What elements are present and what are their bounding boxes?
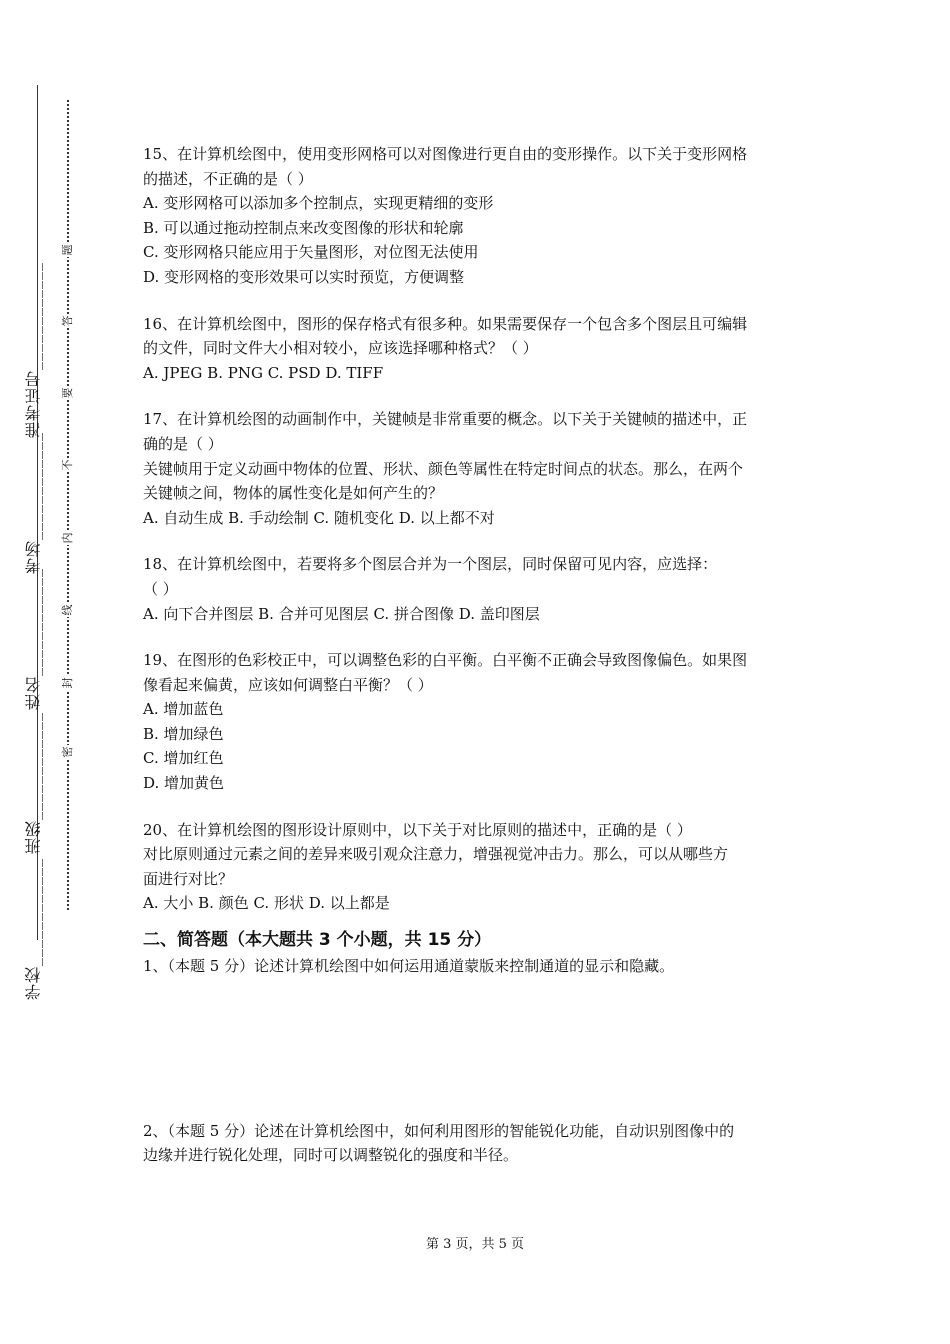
binding-dotted-line <box>67 100 69 910</box>
seal-char: 封 <box>61 677 74 689</box>
question-stem: 17、在计算机绘图的动画制作中，关键帧是非常重要的概念。以下关于关键帧的描述中，正 <box>143 410 748 429</box>
question-stem: 19、在图形的色彩校正中，可以调整色彩的白平衡。白平衡不正确会导致图像偏色。如果图 <box>143 651 748 670</box>
margin-field-name: 姓名____________ <box>24 568 43 710</box>
option-b: B. 可以通过拖动控制点来改变图像的形状和轮廓 <box>143 218 464 237</box>
seal-char: 要 <box>61 387 74 399</box>
seal-char: 内 <box>61 532 74 544</box>
short-answer-1: 1、（本题 5 分）论述计算机绘图中如何运用通道蒙版来控制通道的显示和隐藏。 <box>143 957 675 976</box>
question-stem: 15、在计算机绘图中，使用变形网格可以对图像进行更自由的变形操作。以下关于变形网格 <box>143 145 748 163</box>
options-line: A. 自动生成 B. 手动绘制 C. 随机变化 D. 以上都不对 <box>143 508 495 527</box>
seal-char: 密 <box>61 746 74 758</box>
margin-field-admission-number: 准考证号____________ <box>24 262 43 438</box>
question-stem: 确的是（ ） <box>143 434 223 453</box>
question-18 <box>143 552 813 626</box>
short-answer-2: 2、（本题 5 分）论述在计算机绘图中，如何利用图形的智能锐化功能，自动识别图像中的 <box>143 1121 735 1140</box>
question-stem: 16、在计算机绘图中，图形的保存格式有很多种。如果需要保存一个包含多个图层且可编辑 <box>143 314 748 333</box>
question-15 <box>143 142 813 290</box>
option-d: D. 变形网格的变形效果可以实时预览，方便调整 <box>143 267 465 286</box>
margin-field-school: 学校____________ <box>24 858 43 1000</box>
answer-space[interactable] <box>143 979 813 1119</box>
option-d: D. 增加黄色 <box>143 774 225 793</box>
seal-char: 线 <box>61 604 74 616</box>
options-line: A. 大小 B. 颜色 C. 形状 D. 以上都是 <box>143 894 390 913</box>
option-c: C. 增加红色 <box>143 749 224 768</box>
short-answer-2-cont: 边缘并进行锐化处理，同时可以调整锐化的强度和半径。 <box>143 1146 519 1165</box>
question-20 <box>143 818 813 916</box>
question-stem: 关键帧用于定义动画中物体的位置、形状、颜色等属性在特定时间点的状态。那么，在两个 <box>143 459 744 478</box>
page-footer: 第 3 页，共 5 页 <box>425 1237 525 1252</box>
options-line: A. 向下合并图层 B. 合并可见图层 C. 拼合图像 D. 盖印图层 <box>143 604 540 623</box>
question-stem: 面进行对比？ <box>143 869 234 888</box>
seal-char: 题 <box>61 244 74 256</box>
option-a: A. 变形网格可以添加多个控制点，实现更精细的变形 <box>143 194 494 213</box>
option-b: B. 增加绿色 <box>143 724 224 743</box>
exam-content <box>143 142 813 1168</box>
question-stem: 像看起来偏黄，应该如何调整白平衡？（ ） <box>143 675 433 694</box>
section-title-short-answer: 二、简答题（本大题共 3 个小题，共 15 分） <box>143 930 492 951</box>
question-16 <box>143 312 813 386</box>
question-stem: （ ） <box>143 579 178 598</box>
seal-char: 不 <box>61 459 74 471</box>
options-line: A. JPEG B. PNG C. PSD D. TIFF <box>143 363 384 382</box>
margin-field-class: 班级____________ <box>24 712 43 854</box>
question-19 <box>143 648 813 796</box>
option-c: C. 变形网格只能应用于矢量图形，对位图无法使用 <box>143 243 479 262</box>
seal-char: 答 <box>61 315 74 327</box>
question-stem: 对比原则通过元素之间的差异来吸引观众注意力，增强视觉冲击力。那么，可以从哪些方 <box>143 845 729 864</box>
question-stem: 的文件，同时文件大小相对较小，应该选择哪种格式？（ ） <box>143 339 538 358</box>
question-stem: 关键帧之间，物体的属性变化是如何产生的？ <box>143 484 444 503</box>
question-stem: 的描述，不正确的是（ ） <box>143 169 313 188</box>
option-a: A. 增加蓝色 <box>143 700 224 719</box>
question-17 <box>143 407 813 530</box>
question-stem: 18、在计算机绘图中，若要将多个图层合并为一个图层，同时保留可见内容，应选择： <box>143 555 718 574</box>
margin-field-exam-room: 考场____________ <box>24 432 43 574</box>
question-stem: 20、在计算机绘图的图形设计原则中，以下关于对比原则的描述中，正确的是（ ） <box>143 820 692 839</box>
